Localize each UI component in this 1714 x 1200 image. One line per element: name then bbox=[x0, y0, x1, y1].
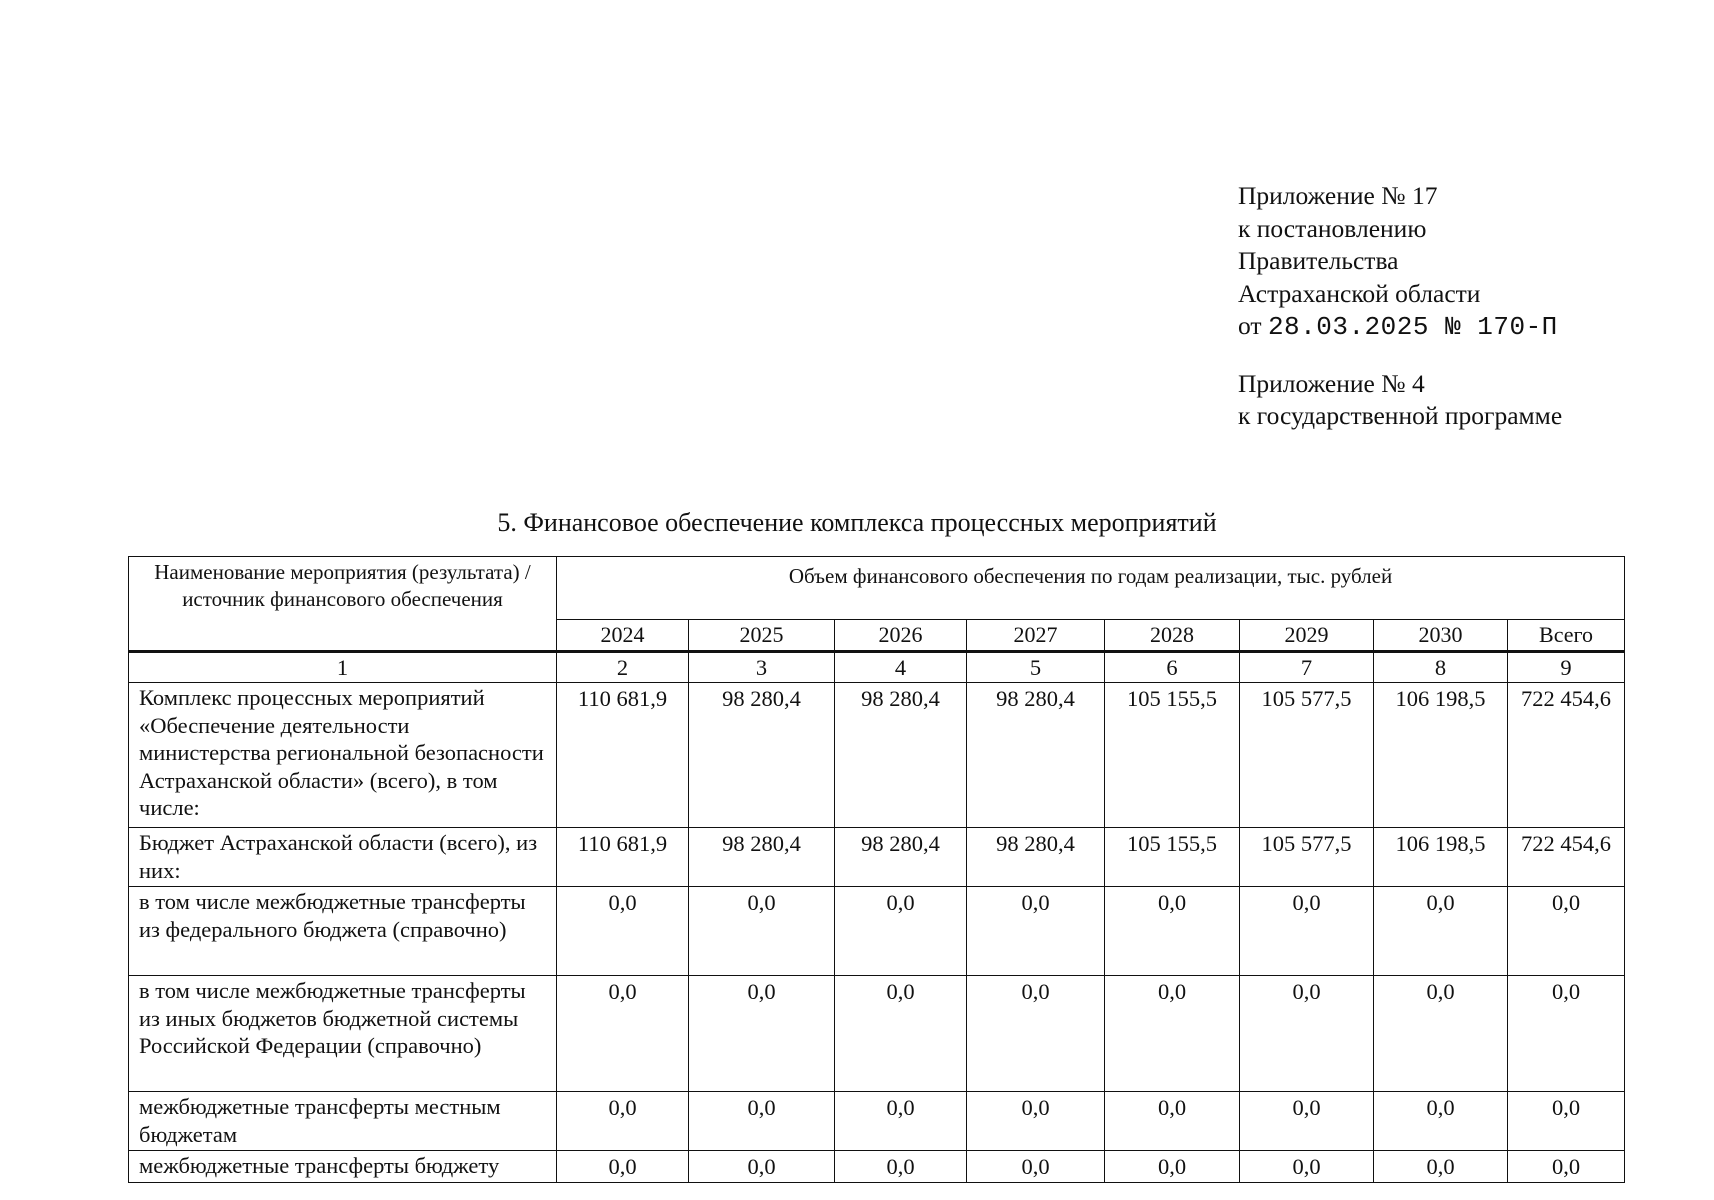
header-line: Приложение № 4 bbox=[1238, 368, 1425, 398]
row-value: 0,0 bbox=[689, 976, 835, 1092]
year-header: 2027 bbox=[967, 620, 1105, 652]
column-number: 1 bbox=[129, 652, 557, 683]
row-value: 0,0 bbox=[557, 887, 689, 976]
row-name: межбюджетные трансферты местным бюджетам bbox=[129, 1092, 557, 1151]
table-row bbox=[129, 1092, 1625, 1151]
row-value: 0,0 bbox=[967, 1151, 1105, 1183]
column-number: 3 bbox=[689, 652, 835, 683]
date-prefix: от bbox=[1238, 311, 1262, 340]
column-number: 7 bbox=[1240, 652, 1374, 683]
section-title: 5. Финансовое обеспечение комплекса процессных мероприятий bbox=[497, 508, 1217, 537]
table-row bbox=[129, 1151, 1625, 1183]
row-value: 0,0 bbox=[1240, 1151, 1374, 1183]
row-value: 0,0 bbox=[557, 1151, 689, 1183]
table-row bbox=[129, 683, 1625, 828]
row-name: Комплекс процессных мероприятий «Обеспечение деятельности министерства региональной безопасности Астраханской области» (всего), в том числе: bbox=[129, 683, 557, 828]
row-value: 0,0 bbox=[1508, 1151, 1625, 1183]
row-value: 98 280,4 bbox=[835, 828, 967, 887]
header-line: Астраханской области bbox=[1238, 278, 1481, 308]
header-line: Правительства bbox=[1238, 246, 1399, 275]
row-value: 0,0 bbox=[1105, 887, 1240, 976]
row-value: 98 280,4 bbox=[835, 683, 967, 828]
row-value: 0,0 bbox=[1508, 887, 1625, 976]
column-number: 4 bbox=[835, 652, 967, 683]
row-value: 0,0 bbox=[967, 887, 1105, 976]
row-value: 105 577,5 bbox=[1240, 828, 1374, 887]
row-value: 0,0 bbox=[967, 976, 1105, 1092]
date-value: 28.03.2025 № 170-П bbox=[1267, 312, 1558, 342]
row-value: 106 198,5 bbox=[1374, 683, 1508, 828]
year-header: Всего bbox=[1508, 620, 1625, 652]
table-row bbox=[129, 976, 1625, 1092]
column-number: 6 bbox=[1105, 652, 1240, 683]
row-value: 0,0 bbox=[835, 1151, 967, 1183]
row-value: 110 681,9 bbox=[557, 683, 689, 828]
row-value: 0,0 bbox=[1374, 976, 1508, 1092]
header-date-line bbox=[1238, 310, 1562, 344]
column-number: 5 bbox=[967, 652, 1105, 683]
row-value: 722 454,6 bbox=[1508, 828, 1625, 887]
column-number: 8 bbox=[1374, 652, 1508, 683]
row-value: 0,0 bbox=[1240, 1092, 1374, 1151]
row-value: 0,0 bbox=[557, 976, 689, 1092]
row-value: 0,0 bbox=[1374, 1151, 1508, 1183]
financing-table bbox=[128, 556, 1625, 1183]
row-name: Бюджет Астраханской области (всего), из них: bbox=[129, 828, 557, 887]
year-header: 2029 bbox=[1240, 620, 1374, 652]
year-header: 2028 bbox=[1105, 620, 1240, 652]
document-header bbox=[1238, 180, 1562, 433]
row-value: 0,0 bbox=[967, 1092, 1105, 1151]
row-value: 722 454,6 bbox=[1508, 683, 1625, 828]
row-value: 0,0 bbox=[1240, 887, 1374, 976]
row-value: 98 280,4 bbox=[689, 828, 835, 887]
row-value: 106 198,5 bbox=[1374, 828, 1508, 887]
header-line: к постановлению bbox=[1238, 213, 1427, 243]
row-value: 0,0 bbox=[1105, 1151, 1240, 1183]
row-value: 110 681,9 bbox=[557, 828, 689, 887]
row-value: 0,0 bbox=[835, 976, 967, 1092]
row-value: 98 280,4 bbox=[689, 683, 835, 828]
row-value: 0,0 bbox=[689, 1092, 835, 1151]
row-value: 0,0 bbox=[1374, 887, 1508, 976]
row-name: межбюджетные трансферты бюджету bbox=[129, 1151, 557, 1183]
row-name: в том числе межбюджетные трансферты из федерального бюджета (справочно) bbox=[129, 887, 557, 976]
row-value: 105 577,5 bbox=[1240, 683, 1374, 828]
year-header: 2030 bbox=[1374, 620, 1508, 652]
year-header: 2025 bbox=[689, 620, 835, 652]
row-value: 0,0 bbox=[1240, 976, 1374, 1092]
row-value: 0,0 bbox=[1374, 1092, 1508, 1151]
year-header: 2026 bbox=[835, 620, 967, 652]
table-row bbox=[129, 828, 1625, 887]
row-value: 98 280,4 bbox=[967, 828, 1105, 887]
year-header: 2024 bbox=[557, 620, 689, 652]
row-value: 0,0 bbox=[835, 1092, 967, 1151]
column-number: 9 bbox=[1508, 652, 1625, 683]
table-row bbox=[129, 887, 1625, 976]
row-value: 98 280,4 bbox=[967, 683, 1105, 828]
row-value: 0,0 bbox=[689, 887, 835, 976]
header-line: к государственной программе bbox=[1238, 401, 1563, 430]
row-value: 0,0 bbox=[1508, 1092, 1625, 1151]
name-column-header: Наименование мероприятия (результата) / источник финансового обеспечения bbox=[129, 557, 557, 652]
row-value: 0,0 bbox=[1508, 976, 1625, 1092]
header-line: Приложение № 17 bbox=[1238, 181, 1438, 210]
funding-span-header: Объем финансового обеспечения по годам реализации, тыс. рублей bbox=[557, 557, 1625, 620]
row-name: в том числе межбюджетные трансферты из иных бюджетов бюджетной системы Российской Федерации (справочно) bbox=[129, 976, 557, 1092]
row-value: 105 155,5 bbox=[1105, 683, 1240, 828]
row-value: 105 155,5 bbox=[1105, 828, 1240, 887]
row-value: 0,0 bbox=[689, 1151, 835, 1183]
row-value: 0,0 bbox=[1105, 976, 1240, 1092]
row-value: 0,0 bbox=[557, 1092, 689, 1151]
row-value: 0,0 bbox=[835, 887, 967, 976]
column-number: 2 bbox=[557, 652, 689, 683]
row-value: 0,0 bbox=[1105, 1092, 1240, 1151]
